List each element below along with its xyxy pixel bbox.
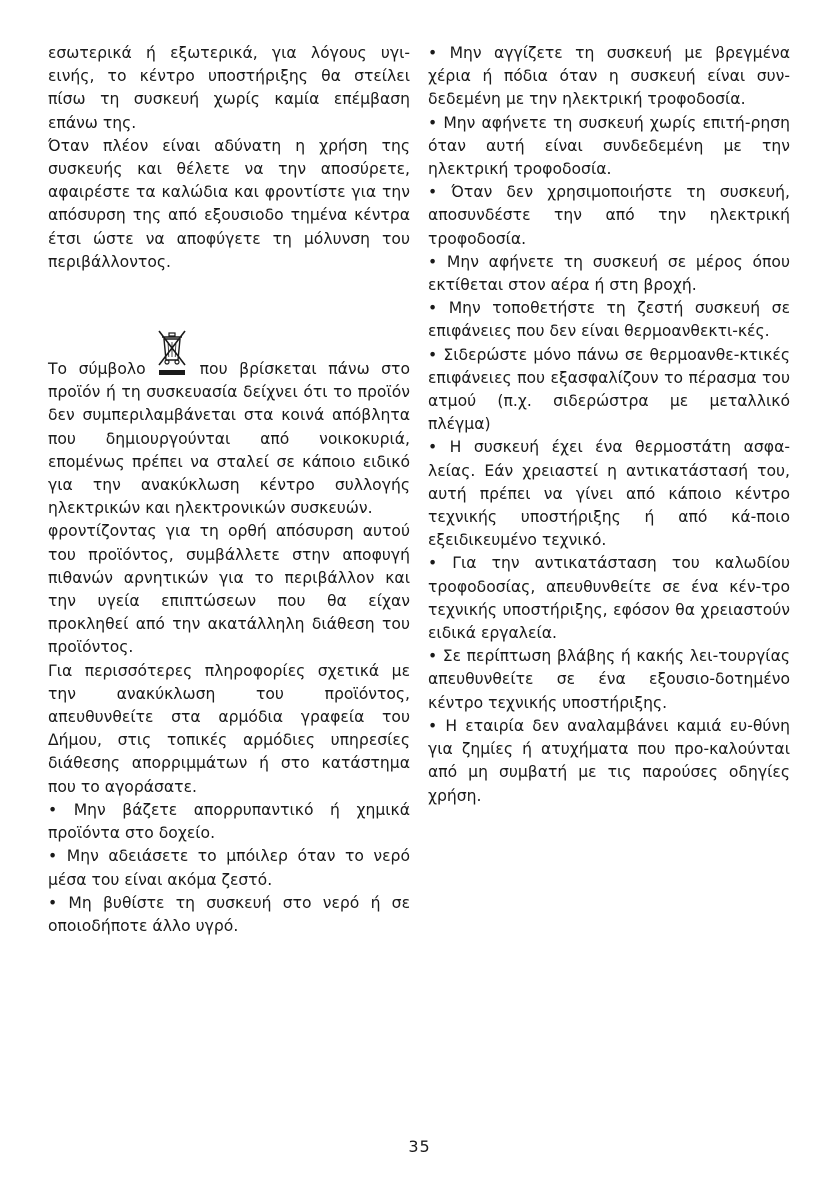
bullet-weather: • Μην αφήνετε τη συσκευή σε μέρος όπου εκτίθεται στον αέρα ή στη βροχή. (428, 252, 790, 295)
bullet-unattended: • Μην αφήνετε τη συσκευή χωρίς επιτή-ρηση όταν αυτή είναι συνδεδεμένη με την ηλεκτρική τροφοδοσία. (428, 113, 790, 179)
bullet-unplug: • Όταν δεν χρησιμοποιήστε τη συσκευή, αποσυνδέστε την από την ηλεκτρική τροφοδοσία. (428, 183, 790, 248)
bullet-ironing-surface: • Σιδερώστε μόνο πάνω σε θερμοανθε-κτικές επιφάνειες που εξασφαλίζουν το πέρασμα του ατμού (π.χ. σιδερώστρα με μεταλλικό πλέγμα) (428, 345, 790, 434)
spacer (48, 274, 410, 328)
bullet-malfunction: • Σε περίπτωση βλάβης ή κακής λει-τουργίας απευθυνθείτε σε ένα εξουσιο-δοτημένο κέντρο τεχνικής υποστήριξης. (428, 647, 790, 712)
bullet-detergent: • Μην βάζετε απορρυπαντικό ή χημικά προϊόντα στο δοχείο. (48, 800, 410, 843)
left-column (48, 42, 410, 938)
bullet-cord: • Για την αντικατάσταση του καλωδίου τροφοδοσίας, απευθυνθείτε σε ένα κέν-τρο τεχνικής υποστήριξης, εφόσον θα χρειαστούν ειδικά εργαλεία. (428, 554, 790, 643)
bullet-thermostat: • Η συσκευή έχει ένα θερμοστάτη ασφα-λείας. Εάν χρειαστεί η αντικατάστασή του, αυτή πρέπει να γίνει από κάποιο κέντρο τεχνικής υποστήριξης ή από κά-ποιο εξειδικευμένο τεχνικό. (428, 438, 790, 550)
bullet-immerse: • Μη βυθίστε τη συσκευή στο νερό ή σε οποιοδήποτε άλλο υγρό. (48, 893, 410, 935)
symbol-text-start: Το σύμβολο (48, 360, 146, 379)
symbol-text-end: που βρίσκεται πάνω στο προϊόν ή τη συσκευασία δείχνει ότι το προϊόν δεν συμπεριλαμβάνεται στα κοινά απόβλητα που δημιουργούνται από νοικοκυριά, επομένως πρέπει να σταλεί σε κάποιο ειδικό για την ανακύκλωση κέντρο συλλογής ηλεκτρικών και ηλεκτρονικών συσκευών. (48, 360, 410, 518)
right-column (428, 42, 790, 808)
crossed-out-wheelie-bin-icon (150, 328, 196, 378)
bullet-liability: • Η εταιρία δεν αναλαμβάνει καμιά ευ-θύνη για ζημίες ή ατυχήματα που προ-καλούνται από μη συμβατή με τις παρούσες οδηγίες χρήση. (428, 716, 790, 805)
bullet-hot-surface: • Μην τοποθετήστε τη ζεστή συσκευή σε επιφάνειες που δεν είναι θερμοανθεκτι-κές. (428, 299, 790, 341)
bullet-boiler: • Μην αδειάσετε το μπόιλερ όταν το νερό μέσα του είναι ακόμα ζεστό. (48, 847, 410, 889)
page-number: 35 (408, 1137, 431, 1156)
paragraph-benefit: φροντίζοντας για τη ορθή απόσυρση αυτού του προϊόντος, συμβάλλετε στην αποφυγή πιθανών αρνητικών για το περιβάλλον και την υγεία επιπτώσεων που θα είχαν προκληθεί από την ακατάλληλη διάθεση του προϊόντος. (48, 522, 410, 657)
paragraph-more-info: Για περισσότερες πληροφορίες σχετικά με την ανακύκλωση του προϊόντος, απευθυνθείτε στα αρμόδια γραφεία του Δήμου, στις τοπικές αρμόδιες υπηρεσίες διάθεσης απορριμμάτων ή στο κατάστημα που το αγοράσατε. (48, 661, 410, 796)
paragraph-disposal: Όταν πλέον είναι αδύνατη η χρήση της συσκευής και θέλετε να την αποσύρετε, αφαιρέστε τα καλώδια και φροντίστε για την απόσυρση της από εξουσιοδο τημένα κέντρα έτσι ώστε να αποφύγετε τη μόλυνση του περιβάλλοντος. (48, 136, 410, 271)
paragraph-hygiene: εσωτερικά ή εξωτερικά, για λόγους υγι-εινής, το κέντρο υποστήριξης θα στείλει πίσω τη συσκευή χωρίς καμία επέμβαση επάνω της. (48, 44, 410, 132)
paragraph-weee-symbol (48, 328, 410, 520)
bullet-wet-hands: • Μην αγγίζετε τη συσκευή με βρεγμένα χέρια ή πόδια όταν η συσκευή είναι συν-δεδεμένη με την ηλεκτρική τροφοδοσία. (428, 44, 790, 109)
